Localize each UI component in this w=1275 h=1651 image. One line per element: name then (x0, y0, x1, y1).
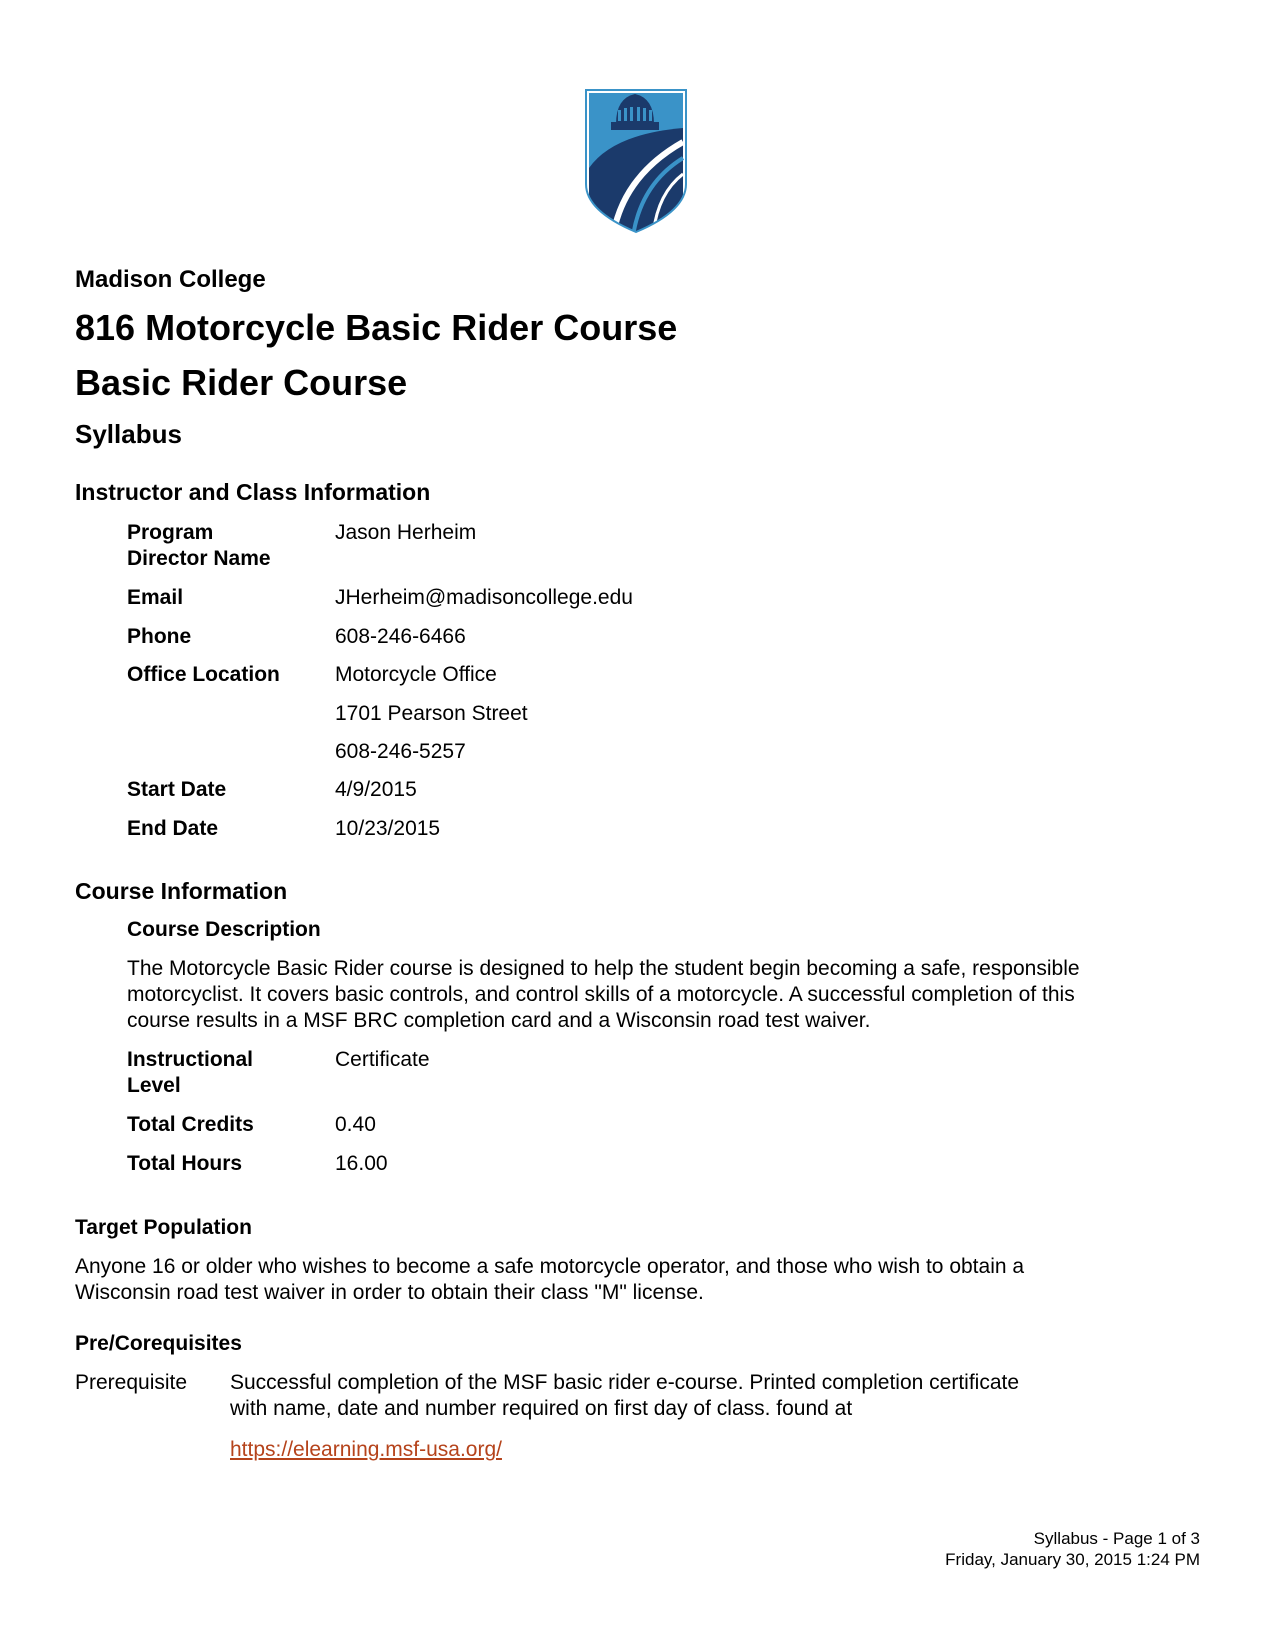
madison-college-shield-logo-icon (583, 76, 689, 236)
instructional-level-value: Certificate (335, 1048, 430, 1071)
total-credits-label: Total Credits (127, 1113, 254, 1136)
total-hours-value: 16.00 (335, 1152, 388, 1175)
msf-elearning-link[interactable]: https://elearning.msf-usa.org/ (230, 1438, 502, 1461)
program-director-value: Jason Herheim (335, 521, 477, 544)
prerequisite-label: Prerequisite (75, 1371, 188, 1394)
total-hours-label: Total Hours (127, 1152, 243, 1175)
total-credits-value: 0.40 (335, 1113, 376, 1136)
start-date-label: Start Date (127, 778, 227, 801)
office-location-label: Office Location (127, 663, 280, 686)
course-title: Basic Rider Course (75, 362, 408, 403)
end-date-value: 10/23/2015 (335, 817, 441, 840)
college-name: Madison College (75, 266, 266, 293)
page-number: Syllabus - Page 1 of 3 (1033, 1529, 1200, 1548)
target-population-heading: Target Population (75, 1216, 252, 1239)
document-type: Syllabus (75, 419, 182, 449)
program-director-label: Program Director Name (127, 521, 271, 570)
print-timestamp: Friday, January 30, 2015 1:24 PM (945, 1550, 1200, 1569)
target-population-text: Anyone 16 or older who wishes to become a safe motorcycle operator, and those who wish to obtain a Wisconsin road test waiver in order to obtain their class "M" license. (75, 1255, 1025, 1304)
course-number-title: 816 Motorcycle Basic Rider Course (75, 307, 678, 348)
start-date-value: 4/9/2015 (335, 778, 417, 801)
course-info-heading: Course Information (75, 878, 288, 904)
email-label: Email (127, 586, 184, 609)
office-location-line-1: Motorcycle Office (335, 663, 497, 686)
prerequisite-text: Successful completion of the MSF basic rider e-course. Printed completion certificate with name, date and number required on first day of class. found at (230, 1371, 1020, 1420)
office-location-line-3: 608-246-5257 (335, 740, 466, 763)
office-location-line-2: 1701 Pearson Street (335, 702, 528, 725)
end-date-label: End Date (127, 817, 219, 840)
instructor-section-heading: Instructor and Class Information (75, 479, 431, 505)
course-description: The Motorcycle Basic Rider course is designed to help the student begin becoming a safe, responsible motorcyclist. It covers basic controls, and control skills of a motorcycle. A successful completion of this course results in a MSF BRC completion card and a Wisconsin road test waiver. (127, 957, 1080, 1032)
page-footer (945, 1528, 1200, 1570)
instructional-level-label: Instructional Level (127, 1048, 254, 1097)
phone-label: Phone (127, 625, 192, 648)
phone-value: 608-246-6466 (335, 625, 466, 648)
prerequisites-heading: Pre/Corequisites (75, 1332, 242, 1355)
course-description-heading: Course Description (127, 918, 321, 941)
email-value: JHerheim@madisoncollege.edu (335, 586, 633, 609)
